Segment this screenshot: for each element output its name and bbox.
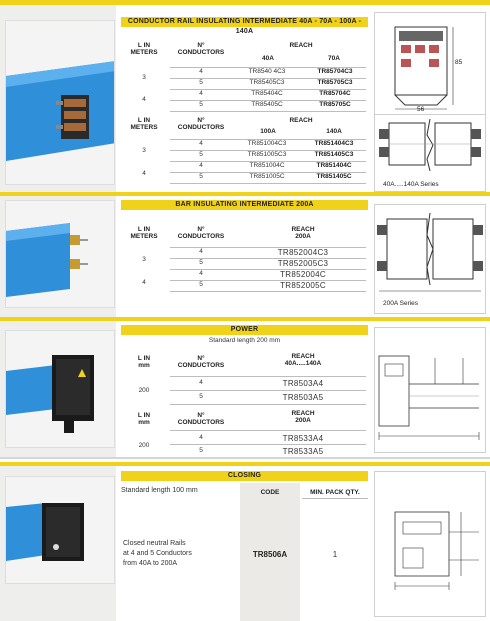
s1-head-lin: L IN METERS — [130, 42, 158, 56]
s4-desc: Closed neutral Rails at 4 and 5 Conductors from 40A to 200A — [123, 540, 192, 567]
s3a-head-lin: L IN mm — [137, 355, 151, 369]
s1a-len-4: 4 — [142, 96, 146, 103]
s1a-len-3: 3 — [142, 74, 146, 81]
s2-cond-1: 5 — [199, 259, 203, 266]
s2-cond-2: 4 — [199, 270, 203, 277]
s1-head-40a: 40A — [262, 55, 274, 62]
s2-head-lin: L IN METERS — [130, 226, 158, 240]
s2-len-3: 3 — [142, 256, 146, 263]
section4-title: CLOSING — [121, 471, 368, 481]
s3b-line — [170, 430, 366, 431]
s1a-c1-3: TR85405C — [251, 101, 283, 108]
s3a-len: 200 — [138, 387, 150, 394]
section1-photo — [5, 20, 115, 185]
s1a-c2-3: TR85705C — [319, 101, 351, 108]
s1b-head-reach: REACH — [289, 117, 313, 124]
s1a-cond-3: 5 — [199, 101, 203, 108]
s1b-head-140a: 140A — [326, 128, 342, 135]
s4-line — [302, 498, 368, 499]
s4-qty: 1 — [332, 550, 338, 559]
s3b-line — [170, 444, 366, 445]
s4-closing-diagram — [374, 471, 486, 617]
s1b-c2-1: TR851405C3 — [314, 151, 354, 158]
s2-code-2: TR852004C — [280, 270, 326, 279]
s4-std: Standard length 100 mm — [121, 487, 198, 494]
s1a-line — [170, 111, 366, 112]
s1a-cond-2: 4 — [199, 90, 203, 97]
s4-head-code: CODE — [260, 489, 280, 496]
section1-title: CONDUCTOR RAIL INSULATING INTERMEDIATE 40A - 70A - 100A - 140A — [121, 17, 368, 27]
s1-head-cond: N° CONDUCTORS — [177, 42, 225, 56]
s1-dim-height: 85 — [455, 59, 463, 66]
s1-joint-diagram — [374, 115, 486, 192]
s2-code-0: TR852004C3 — [277, 248, 329, 257]
s3a-cond-0: 4 — [199, 379, 203, 386]
s3a-line — [170, 390, 366, 391]
section4-photo — [5, 476, 115, 584]
s1b-c1-2: TR851004C — [249, 162, 285, 169]
s2-series-label: 200A Series — [383, 300, 419, 307]
section2-title: BAR INSULATING INTERMEDIATE 200A — [121, 200, 368, 210]
s1a-cond-0: 4 — [199, 68, 203, 75]
s2-cond-0: 4 — [199, 248, 203, 255]
s3b-len: 200 — [138, 442, 150, 449]
power-photo-image — [6, 331, 115, 448]
s1-dim-width: 56 — [417, 106, 425, 113]
closing-photo-image — [6, 477, 115, 584]
s2-head-cond: N° CONDUCTORS — [177, 226, 225, 240]
bar-photo-image — [6, 201, 115, 308]
s1b-c1-3: TR851005C — [249, 173, 285, 180]
section3-title: POWER — [121, 325, 368, 335]
s3a-line — [170, 404, 366, 405]
section3-bottom-divider — [0, 457, 490, 459]
s3-power-diagram — [374, 327, 486, 453]
s1b-cond-1: 5 — [199, 151, 203, 158]
s4-code: TR8506A — [252, 550, 288, 559]
s3b-code-1: TR8533A5 — [282, 447, 324, 456]
s2-cond-3: 5 — [199, 281, 203, 288]
rail-photo-image — [6, 21, 115, 185]
s2-len-4: 4 — [142, 279, 146, 286]
s3a-code-0: TR8503A4 — [282, 379, 324, 388]
s3a-cond-1: 5 — [199, 393, 203, 400]
rail-profile-drawing — [375, 13, 485, 114]
s1-profile-diagram — [374, 12, 486, 115]
s3b-cond-1: 5 — [199, 447, 203, 454]
s2-code-3: TR852005C — [280, 281, 326, 290]
s1b-c2-0: TR851404C3 — [314, 140, 354, 147]
s3a-line — [170, 376, 366, 377]
s1-series-label: 40A.....140A Series — [383, 181, 439, 188]
section3-photo — [5, 330, 115, 448]
s1a-c1-1: TR85405C3 — [249, 79, 285, 86]
s1b-head-100a: 100A — [260, 128, 276, 135]
s1b-cond-3: 5 — [199, 173, 203, 180]
s3b-head-lin: L IN mm — [137, 412, 151, 426]
section2-photo — [5, 200, 115, 308]
s1b-c2-3: TR851405C — [316, 173, 352, 180]
s1b-c2-2: TR851404C — [316, 162, 352, 169]
power-feed-drawing — [375, 328, 485, 452]
s3b-head-reach: REACH 200A — [291, 410, 315, 424]
s1b-cond-2: 4 — [199, 162, 203, 169]
s1b-len-3: 3 — [142, 147, 146, 154]
s3-subtitle: Standard length 200 mm — [208, 337, 281, 344]
s1a-c1-0: TR8540 4C3 — [248, 68, 286, 75]
s3b-head-cond: N° CONDUCTORS — [177, 412, 225, 426]
s1b-line — [170, 183, 366, 184]
s1a-c1-2: TR85404C — [251, 90, 283, 97]
s1a-c2-0: TR85704C3 — [317, 68, 353, 75]
s4-head-pack: MIN. PACK QTY. — [310, 489, 360, 496]
s2-code-1: TR852005C3 — [277, 259, 329, 268]
closing-end-drawing — [375, 472, 485, 616]
bar-joint-drawing — [375, 205, 485, 297]
s1b-len-4: 4 — [142, 170, 146, 177]
rail-joint-drawing — [375, 115, 485, 179]
s3b-code-0: TR8533A4 — [282, 434, 324, 443]
s1a-c2-2: TR85704C — [319, 90, 351, 97]
s3a-head-cond: N° CONDUCTORS — [177, 355, 225, 369]
s2-joint-diagram — [374, 204, 486, 314]
s2-head-reach: REACH 200A — [291, 226, 315, 240]
s1b-head-lin: L IN METERS — [130, 117, 158, 131]
s3a-head-reach: REACH 40A.....140A — [284, 353, 322, 367]
s3b-cond-0: 4 — [199, 434, 203, 441]
s1b-head-cond: N° CONDUCTORS — [177, 117, 225, 131]
s1b-c1-0: TR851004C3 — [247, 140, 287, 147]
s1a-cond-1: 5 — [199, 79, 203, 86]
s1-head-70a: 70A — [328, 55, 340, 62]
s1-head-reach: REACH — [289, 42, 313, 49]
s3a-code-1: TR8503A5 — [282, 393, 324, 402]
s1a-c2-1: TR85705C3 — [317, 79, 353, 86]
s1b-cond-0: 4 — [199, 140, 203, 147]
s2-line — [170, 291, 366, 292]
s1b-c1-1: TR851005C3 — [247, 151, 287, 158]
